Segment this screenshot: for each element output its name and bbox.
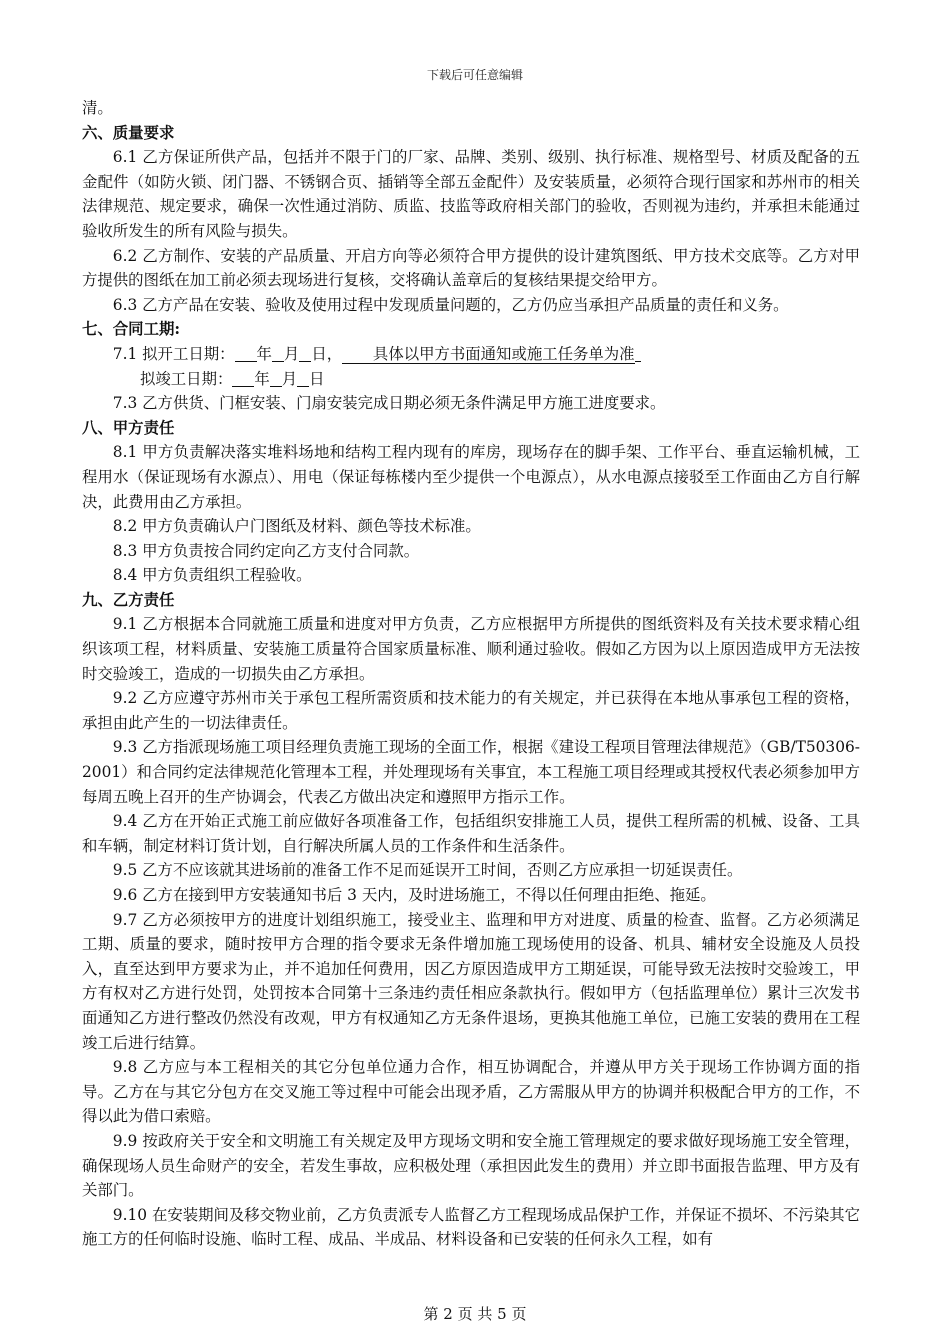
page-footer: 第 2 页 共 5 页 [423, 1305, 527, 1323]
section-7-title: 七、合同工期: [82, 320, 181, 339]
paragraph-9-7: 9.7 乙方必须按甲方的进度计划组织施工，接受业主、监理和甲方对进度、质量的检查、监督。乙方必须满足工期、质量的要求，随时按甲方合理的指令要求无条件增加施工现场使用的设备、机具、辅材安全设施及人员投入，直至达到甲方要求为止，并不追加任何费用，因乙方原因造成甲方工期延误，可能导致无法按时交验竣工，甲方有权对乙方进行处罚，处罚按本合同第十三条违约责任相应条款执行。假如甲方（包括监理单位）累计三次发书面通知乙方进行整改仍然没有改观，甲方有权通知乙方无条件退场，更换其他施工单位，已施工安装的费用在工程竣工后进行结算。 [82, 910, 860, 1052]
paragraph-8-2: 8.2 甲方负责确认户门图纸及材料、颜色等技术标准。 [112, 517, 481, 536]
start-date-label: 7.1 拟开工日期： [112, 344, 235, 363]
paragraph-9-3: 9.3 乙方指派现场施工项目经理负责施工现场的全面工作，根据《建设工程项目管理法律规范》（GB/T50306-2001）和合同约定法律规范化管理本工程，并处理现场有关事宜，本工程施工项目经理或其授权代表必须参加甲方每周五晚上召开的生产协调会，代表乙方做出决定和遵照甲方指示工作。 [82, 738, 860, 806]
paragraph-9-2: 9.2 乙方应遵守苏州市关于承包工程所需资质和技术能力的有关规定，并已获得在本地从事承包工程的资格，承担由此产生的一切法律责任。 [82, 689, 860, 732]
paragraph-9-9: 9.9 按政府关于安全和文明施工有关规定及甲方现场文明和安全施工管理规定的要求做好现场施工安全管理，确保现场人员生命财产的安全，若发生事故，应积极处理（承担因此发生的费用）并立即书面报告监理、甲方及有关部门。 [82, 1131, 860, 1200]
year-label: 年 [256, 344, 272, 363]
paragraph-7-2 [82, 367, 860, 392]
section-6-title: 六、质量要求 [82, 123, 175, 142]
paragraph-6-2: 6.2 乙方制作、安装的产品质量、开启方向等必须符合甲方提供的设计建筑图纸、甲方技术交底等。乙方对甲方提供的图纸在加工前必须去现场进行复核，交将确认盖章后的复核结果提交给甲方。 [82, 246, 860, 290]
finish-date-label: 拟竣工日期： [140, 369, 233, 388]
paragraph-9-5: 9.5 乙方不应该就其进场前的准备工作不足而延误开工时间，否则乙方应承担一切延误责任。 [112, 861, 743, 880]
section-9-title: 九、乙方责任 [82, 590, 175, 609]
year-label-2: 年 [254, 369, 270, 388]
paragraph-8-1: 8.1 甲方负责解决落实堆料场地和结构工程内现有的库房，现场存在的脚手架、工作平台、垂直运输机械，工程用水（保证现场有水源点）、用电（保证每栋楼内至少提供一个电源点），从水电源点接驳至工作面由乙方自行解决，此费用由乙方承担。 [82, 443, 860, 511]
month-label: 月 [283, 344, 300, 363]
section-8-title: 八、甲方责任 [82, 418, 175, 437]
start-date-note: 具体以甲方书面通知或施工任务单为准 [342, 346, 634, 364]
note-blank [635, 344, 641, 362]
day-blank [299, 344, 311, 362]
page-header: 下载后可任意编辑 [426, 68, 523, 82]
day-label: 日， [311, 344, 343, 363]
month-blank [272, 344, 284, 362]
paragraph-6-1: 6.1 乙方保证所供产品，包括并不限于门的厂家、品牌、类别、级别、执行标准、规格型号、材质及配备的五金配件（如防火锁、闭门器、不锈钢合页、插销等全部五金配件）及安装质量，必须符合现行国家和苏州市的相关法律规范、规定要求，确保一次性通过消防、质监、技监等政府相关部门的验收，否则视为违约，并承担未能通过验收所发生的所有风险与损失。 [82, 148, 860, 240]
paragraph-9-1: 9.1 乙方根据本合同就施工质量和进度对甲方负责，乙方应根据甲方所提供的图纸资料及有关技术要求精心组织该项工程，材料质量、安装施工质量符合国家质量标准、顺利通过验收。假如乙方因为以上原因造成甲方无法按时交验竣工，造成的一切损失由乙方承担。 [82, 615, 860, 683]
paragraph-7-3: 7.3 乙方供货、门框安装、门扇安装完成日期必须无条件满足甲方施工进度要求。 [112, 394, 666, 413]
year-blank-2 [232, 369, 254, 387]
continuation-text: 清。 [82, 99, 113, 117]
paragraph-7-1 [82, 342, 860, 367]
paragraph-9-10: 9.10 在安装期间及移交物业前，乙方负责派专人监督乙方工程现场成品保护工作，并保证不损坏、不污染其它施工方的任何临时设施、临时工程、成品、半成品、材料设备和已安装的任何永久工程，如有 [82, 1205, 860, 1249]
month-label-2: 月 [281, 369, 298, 388]
year-blank [235, 344, 257, 362]
paragraph-9-6: 9.6 乙方在接到甲方安装通知书后 3 天内，及时进场施工，不得以任何理由拒绝、拖延。 [112, 886, 716, 904]
paragraph-9-4: 9.4 乙方在开始正式施工前应做好各项准备工作，包括组织安排施工人员，提供工程所需的机械、设备、工具和车辆，制定材料订货计划，自行解决所属人员的工作条件和生活条件。 [82, 812, 860, 855]
document-body [82, 96, 860, 1252]
paragraph-6-3: 6.3 乙方产品在安装、验收及使用过程中发现质量问题的，乙方仍应当承担产品质量的责任和义务。 [112, 295, 789, 314]
paragraph-8-4: 8.4 甲方负责组织工程验收。 [112, 566, 312, 585]
paragraph-8-3: 8.3 甲方负责按合同约定向乙方支付合同款。 [112, 541, 420, 560]
day-blank-2 [297, 369, 309, 387]
paragraph-9-8: 9.8 乙方应与本工程相关的其它分包单位通力合作，相互协调配合，并遵从甲方关于现场工作协调方面的指导。乙方在与其它分包方在交叉施工等过程中可能会出现矛盾，乙方需服从甲方的协调并积极配合甲方的工作，不得以此为借口索赔。 [82, 1058, 860, 1126]
day-label-2: 日 [309, 369, 325, 388]
month-blank-2 [270, 369, 282, 387]
